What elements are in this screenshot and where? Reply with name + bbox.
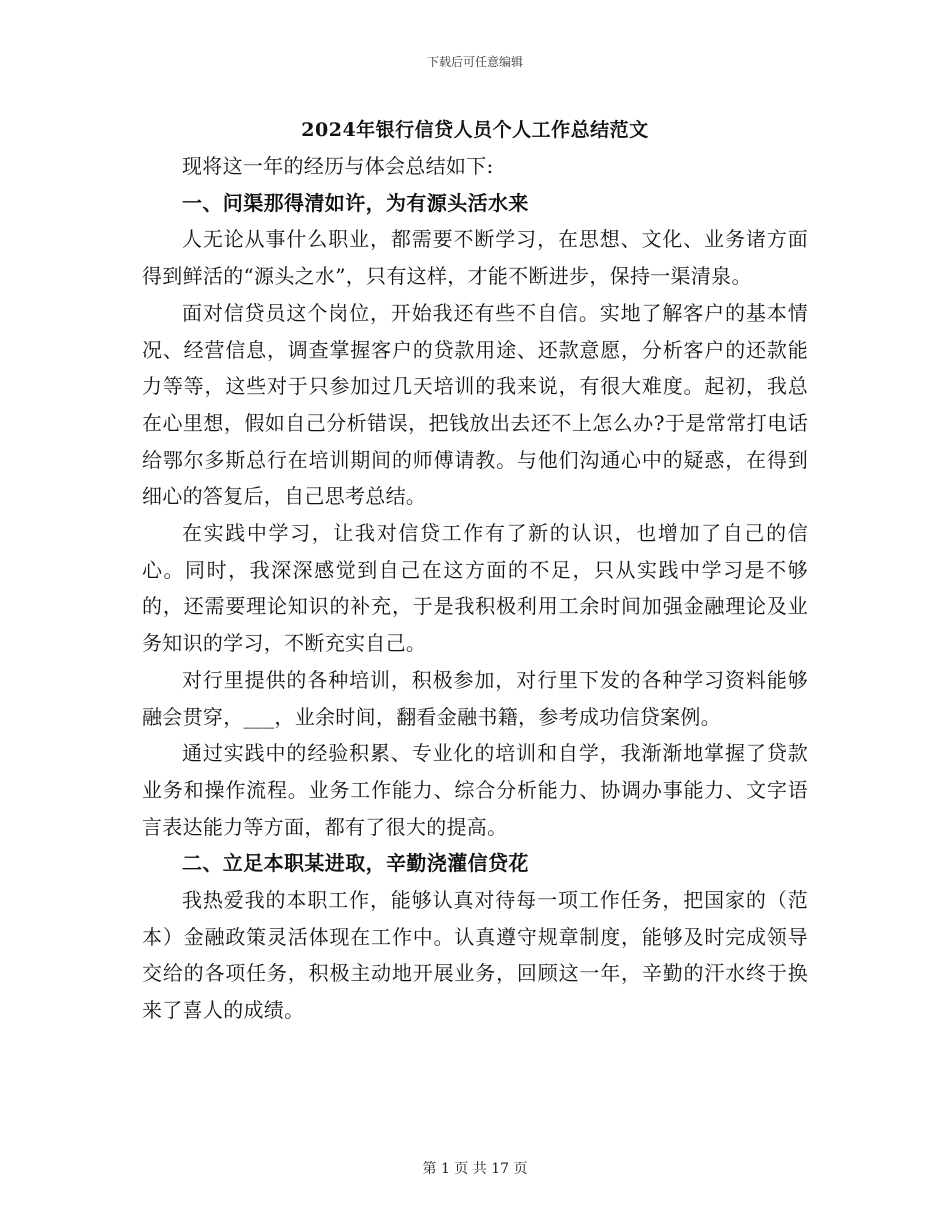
paragraph: 对行里提供的各种培训，积极参加，对行里下发的各种学习资料能够融会贯穿，___，业余时间，翻看金融书籍，参考成功信贷案例。 — [142, 667, 808, 729]
paragraph: 人无论从事什么职业，都需要不断学习，在思想、文化、业务诸方面得到鲜活的“源头之水”，只有这样，才能不断进步，保持一渠清泉。 — [142, 227, 808, 289]
document-title: 2024年银行信贷人员个人工作总结范文 — [301, 119, 649, 141]
paragraph: 面对信贷员这个岗位，开始我还有些不自信。实地了解客户的基本情况、经营信息，调查掌握客户的贷款用途、还款意愿，分析客户的还款能力等等，这些对于只参加过几天培训的我来说，有很大难度。起初，我总在心里想，假如自己分析错误，把钱放出去还不上怎么办?于是常常打电话给鄂尔多斯总行在培训期间的师傅请教。与他们沟通心中的疑惑，在得到细心的答复后，自己思考总结。 — [142, 300, 808, 509]
page-number: 第 1 页 共 17 页 — [422, 1161, 528, 1177]
paragraph: 通过实践中的经验积累、专业化的培训和自学，我渐渐地掌握了贷款业务和操作流程。业务工作能力、综合分析能力、协调办事能力、文字语言表达能力等方面，都有了很大的提高。 — [142, 741, 808, 839]
section-heading-2: 二、立足本职某进取，辛勤浇灌信贷花 — [182, 851, 529, 876]
header-note: 下载后可任意编辑 — [426, 55, 523, 69]
document-body — [142, 148, 808, 1029]
paragraph-intro: 现将这一年的经历与体会总结如下: — [182, 154, 494, 178]
section-heading-1: 一、问渠那得清如许，为有源头活水来 — [182, 190, 529, 215]
paragraph: 在实践中学习，让我对信贷工作有了新的认识，也增加了自己的信心。同时，我深深感觉到自己在这方面的不足，只从实践中学习是不够的，还需要理论知识的补充，于是我积极利用工余时间加强金融理论及业务知识的学习，不断充实自己。 — [142, 521, 808, 656]
paragraph: 我热爱我的本职工作，能够认真对待每一项工作任务，把国家的（范本）金融政策灵活体现在工作中。认真遵守规章制度，能够及时完成领导交给的各项任务，积极主动地开展业务，回顾这一年，辛勤的汗水终于换来了喜人的成绩。 — [142, 888, 808, 1023]
